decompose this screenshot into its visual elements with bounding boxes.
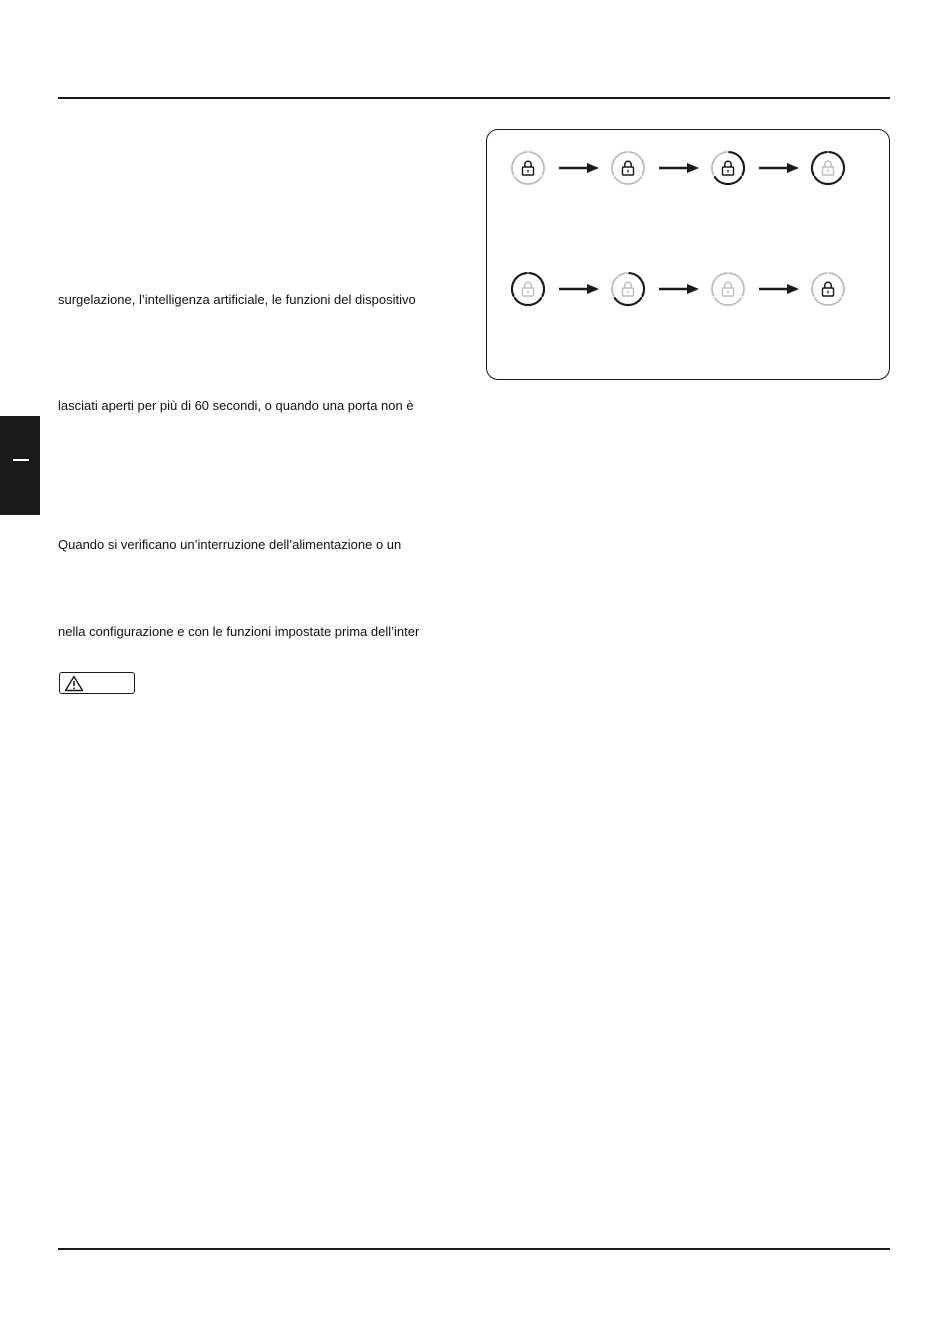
arrow-right-icon [759,284,799,294]
warning-triangle-icon [64,675,84,692]
lock-indicator-step [512,152,544,184]
ring-segment [815,177,841,184]
ring-segment [815,298,841,305]
ring-segment [715,177,741,184]
padlock-icon [723,161,734,175]
padlock-icon [823,282,834,296]
lock-indicator-step [612,273,644,305]
warning-label-box [59,672,135,694]
ring-segment [615,298,641,305]
paragraph-line: lasciati aperti per più di 60 secondi, o quando una porta non è [58,398,414,413]
arrow-right-icon [559,163,599,173]
ring-segment [615,177,641,184]
paragraph-line: Quando si verificano un’interruzione dell’alimentazione o un [58,537,402,552]
lock-indicator-step [712,273,744,305]
padlock-icon [723,282,734,296]
paragraph-line: nella configurazione e con le funzioni impostate prima dell’inter [58,624,420,639]
padlock-icon [523,282,534,296]
lock-indicator-diagram [486,129,890,380]
paragraph-line: surgelazione, l’intelligenza artificiale, le funzioni del dispositivo [58,292,416,307]
padlock-icon [523,161,534,175]
padlock-icon [623,161,634,175]
arrow-right-icon [559,284,599,294]
footer-rule [58,1248,890,1250]
padlock-icon [623,282,634,296]
lock-indicator-sequence [487,130,891,381]
ring-segment [715,298,741,305]
lock-indicator-step [812,273,844,305]
section-tab-dash [13,459,29,461]
arrow-right-icon [659,284,699,294]
arrow-right-icon [659,163,699,173]
padlock-icon [823,161,834,175]
ring-segment [515,298,541,305]
lock-indicator-step [512,273,544,305]
arrow-right-icon [759,163,799,173]
lock-indicator-step [812,152,844,184]
ring-segment [515,177,541,184]
lock-indicator-step [612,152,644,184]
section-tab [0,416,40,515]
lock-indicator-step [712,152,744,184]
header-rule [58,97,890,99]
